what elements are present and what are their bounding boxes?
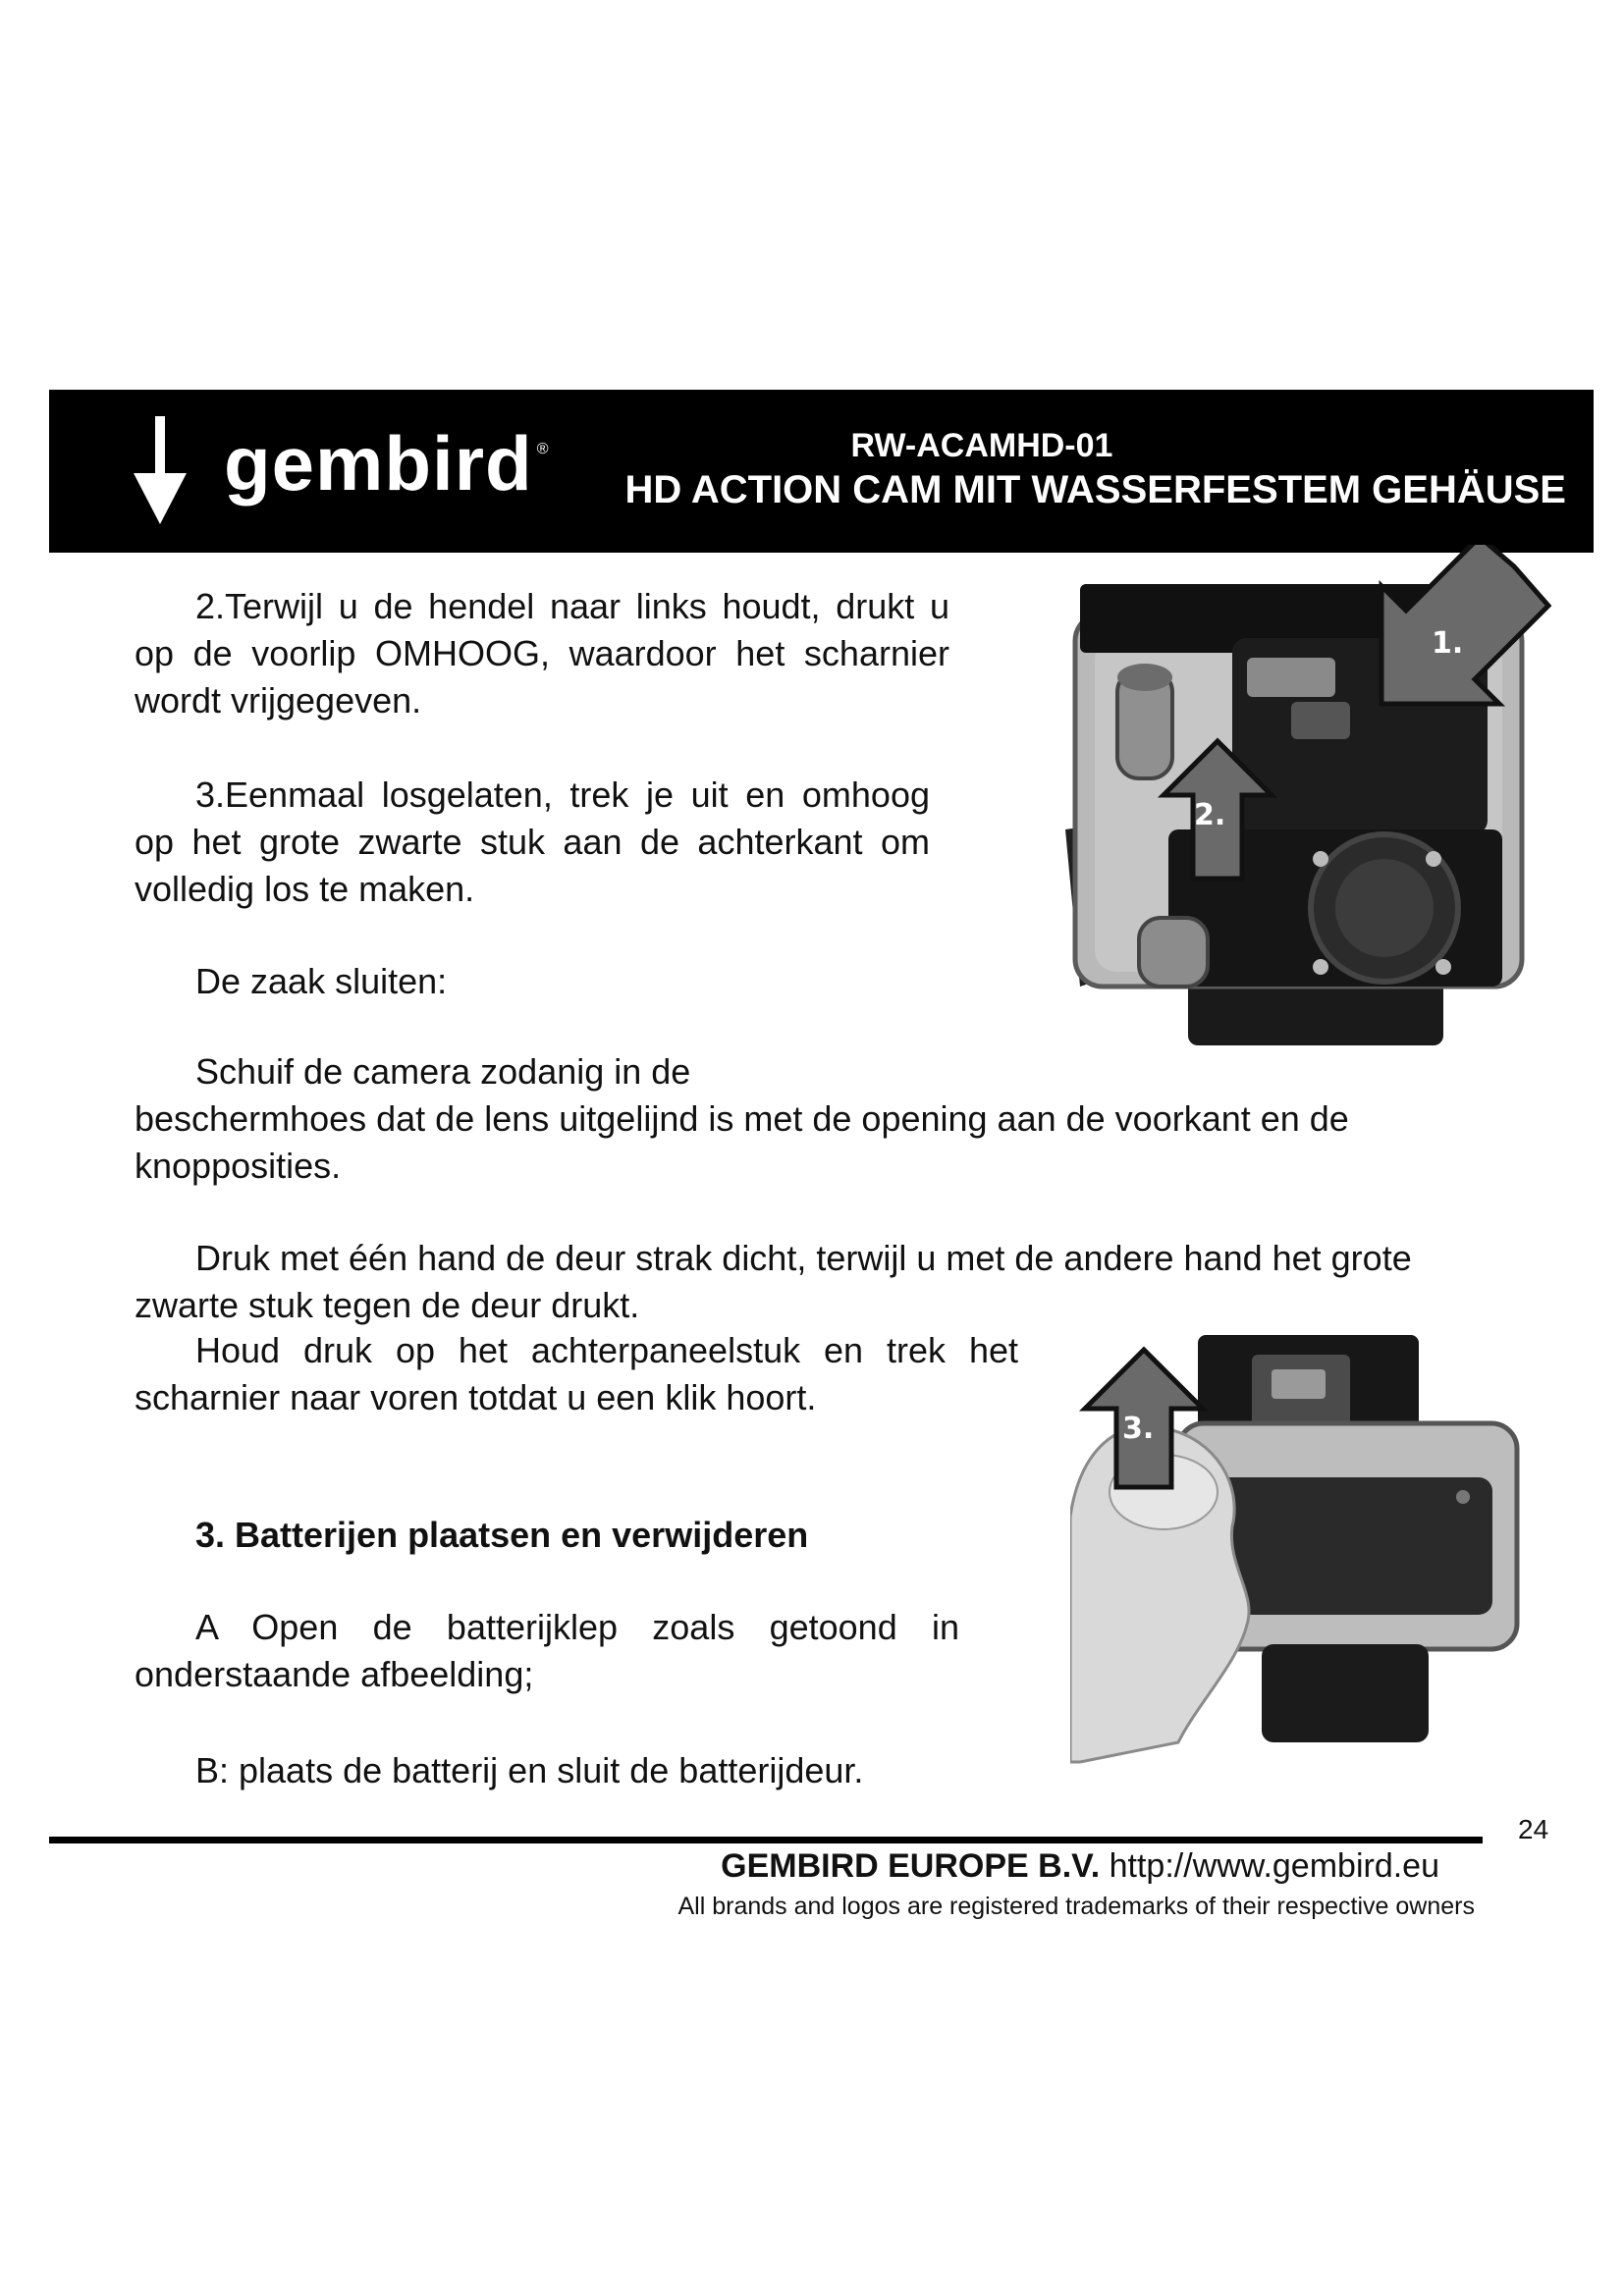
mount-base (1262, 1644, 1429, 1742)
slide-camera-text-line1: Schuif de camera zodanig in de (195, 1051, 691, 1092)
arrow-2-label: 2. (1194, 798, 1226, 832)
step-3-text: 3.Eenmaal losgelaten, trek je uit en omhoog op het grote zwarte stuk aan de achterkant om volledig los te maken. (135, 774, 930, 909)
logo-arrow-icon (126, 416, 194, 524)
page-number: 24 (1518, 1814, 1549, 1844)
battery-step-a: A Open de batterijklep zoals getoond in onderstaande afbeelding; (135, 1607, 959, 1694)
hold-pressure-text: Houd druk op het achterpaneelstuk en trek het scharnier naar voren totdat u een klik hoort. (135, 1330, 1018, 1417)
footer-rule (49, 1837, 1483, 1843)
trademark-note: All brands and logos are registered trademarks of their respective owners (677, 1893, 1475, 1920)
company-name: GEMBIRD EUROPE B.V. (721, 1847, 1101, 1885)
battery-step-b: B: plaats de batterij en sluit de batterijdeur. (195, 1750, 864, 1790)
camera-housing-photo-open (1021, 545, 1556, 1050)
camera-housing-photo-hand (1070, 1330, 1527, 1767)
gembird-logo (126, 411, 549, 529)
header-bar (49, 390, 1594, 553)
side-button-knob (1139, 918, 1208, 987)
product-title: HD ACTION CAM MIT WASSERFESTEM GEHÄUSE (624, 468, 1566, 511)
footer-company-line (721, 1847, 1439, 1886)
slide-camera-text: beschermhoes dat de lens uitgelijnd is met de opening aan de voorkant en de knopposities. (135, 1098, 1349, 1186)
logo-registered-mark: ® (536, 441, 549, 457)
model-code: RW-ACAMHD-01 (850, 427, 1113, 464)
press-door-text: Druk met één hand de deur strak dicht, terwijl u met de andere hand het grote zwarte stuk tegen de deur drukt. (135, 1238, 1412, 1325)
logo-text: gembird (224, 419, 533, 507)
arrow-1-label: 1. (1432, 626, 1464, 661)
close-case-heading: De zaak sluiten: (195, 961, 448, 1001)
battery-section-heading: 3. Batterijen plaatsen en verwijderen (195, 1515, 809, 1555)
arrow-3-label: 3. (1122, 1412, 1155, 1446)
company-url[interactable]: http://www.gembird.eu (1100, 1847, 1439, 1885)
step-2-text: 2.Terwijl u de hendel naar links houdt, drukt u op de voorlip OMHOOG, waardoor het scharnier wordt vrijgegeven. (135, 586, 949, 721)
